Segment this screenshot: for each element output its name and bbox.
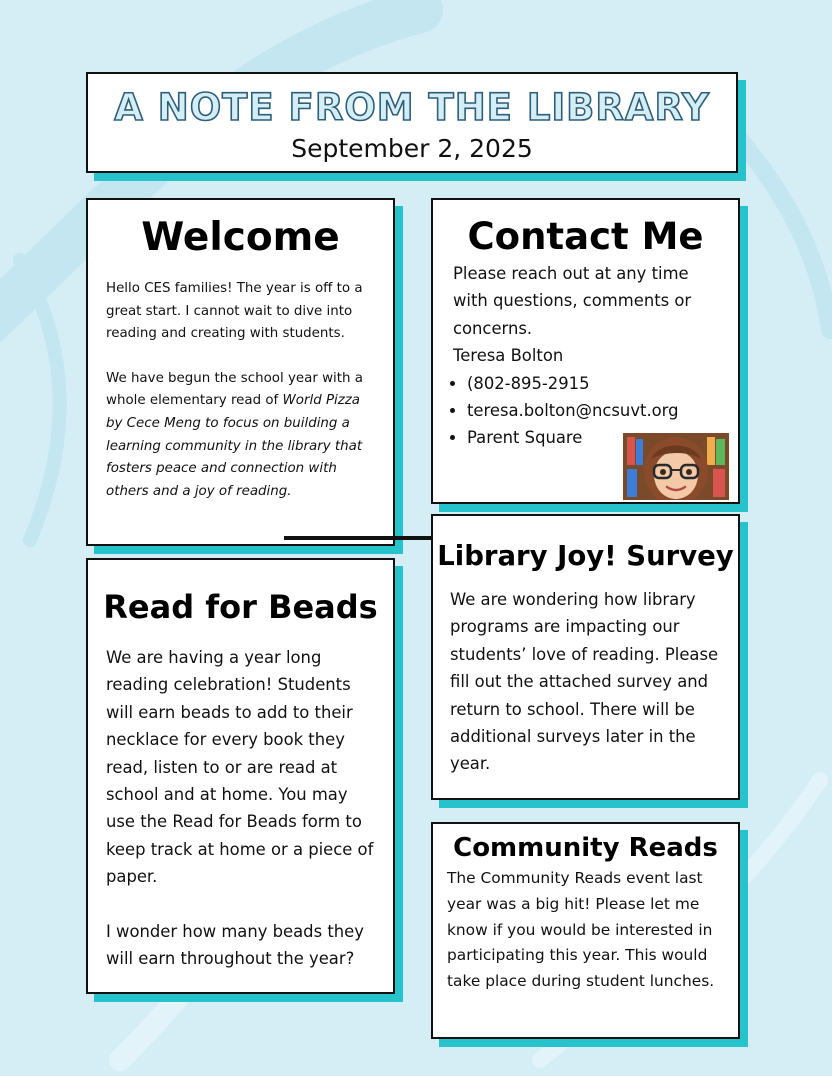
read-for-beads-section: [86, 558, 395, 994]
beads-paragraph-2: I wonder how many beads they will earn throughout the year?: [106, 921, 364, 969]
welcome-paragraph-1: Hello CES families! The year is off to a great start. I cannot wait to dive into reading and creating with students.: [106, 281, 363, 342]
beads-heading: Read for Beads: [103, 588, 378, 626]
contact-parent-square: • Parent Square: [467, 424, 738, 451]
community-reads-section: [431, 822, 740, 1039]
survey-heading: Library Joy! Survey: [437, 540, 734, 572]
welcome-paragraph-2: [88, 368, 393, 504]
welcome-paragraph-2-italic: World Pizza by Cece Meng to focus on building a learning community in the library that fosters peace and connection with others and a joy of reading.: [106, 393, 363, 499]
community-heading: Community Reads: [453, 833, 718, 863]
newsletter-date: September 2, 2025: [291, 134, 533, 163]
welcome-section: [86, 198, 395, 546]
community-text: The Community Reads event last year was a big hit! Please let me know if you would be interested in participating this year. This would take place during student lunches.: [447, 869, 715, 991]
welcome-paragraph-2-plain: We have begun the school year with a whole elementary read of: [106, 370, 363, 409]
title-banner: [86, 72, 738, 173]
welcome-heading: Welcome: [141, 215, 340, 260]
librarian-avatar-icon: [623, 433, 729, 500]
contact-section: [431, 198, 740, 504]
newsletter-title: A NOTE FROM THE LIBRARY: [114, 86, 710, 129]
contact-email[interactable]: • teresa.bolton@ncsuvt.org: [467, 397, 738, 424]
contact-name: Teresa Bolton: [453, 346, 564, 366]
contact-heading: Contact Me: [467, 215, 704, 258]
contact-phone: • (802-895-2915: [467, 370, 738, 397]
survey-section: [431, 514, 740, 800]
beads-paragraph-1: We are having a year long reading celebration! Students will earn beads to add to their necklace for every book they read, listen to or are read at school and at home. You may use the Read for Beads form to keep track at home or a piece of paper.: [106, 648, 374, 887]
survey-text: We are wondering how library programs are impacting our students’ love of reading. Please fill out the attached survey and return to school. There will be additional surveys later in the year.: [450, 590, 719, 774]
contact-intro: Please reach out at any time with questions, comments or concerns.: [453, 264, 692, 338]
